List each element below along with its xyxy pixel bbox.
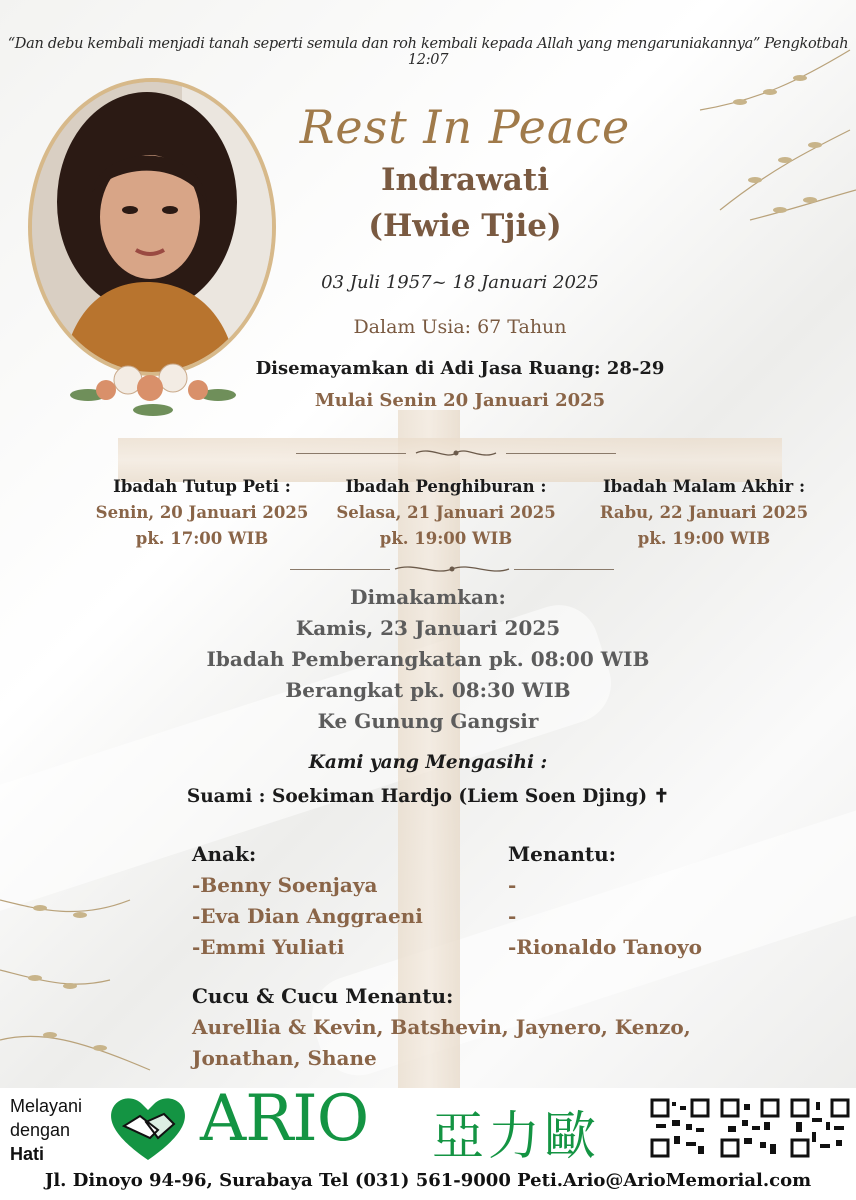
grandchildren-line: Aurellia & Kevin, Batshevin, Jaynero, Kenzo, — [192, 1015, 691, 1039]
life-dates: 03 Juli 1957~ 18 Januari 2025 — [321, 272, 599, 293]
qr-code-icon[interactable] — [790, 1098, 850, 1158]
start-date-text: Mulai Senin 20 Januari 2025 — [314, 390, 606, 411]
burial-date: Kamis, 23 Januari 2025 — [295, 616, 561, 640]
brand-chinese-text: 亞力歐 — [432, 1107, 601, 1167]
handshake-heart-icon — [106, 1092, 190, 1164]
inlaws-list — [508, 870, 702, 963]
spouse-text: Suami : Soekiman Hardjo (Liem Soen Djing) ✝ — [186, 786, 670, 807]
list-item: -Emmi Yuliati — [192, 935, 345, 959]
service-closing-casket — [82, 474, 322, 552]
service-date: Selasa, 21 Januari 2025 — [336, 503, 556, 522]
deceased-alias: (Hwie Tjie) — [368, 208, 562, 244]
slogan-line: Hati — [10, 1144, 45, 1164]
inlaws-label: Menantu: — [508, 842, 617, 866]
list-item: -Rionaldo Tanoyo — [508, 935, 703, 959]
deceased-name: Indrawati — [380, 162, 549, 198]
list-item: -Benny Soenjaya — [192, 873, 378, 897]
children-label: Anak: — [192, 842, 257, 866]
grandchildren-line: Jonathan, Shane — [192, 1046, 377, 1070]
service-time: pk. 17:00 WIB — [135, 529, 269, 548]
portrait-photo — [28, 78, 276, 376]
service-date: Rabu, 22 Januari 2025 — [599, 503, 809, 522]
list-item: - — [508, 904, 517, 928]
list-item: -Eva Dian Anggraeni — [192, 904, 423, 928]
ornament-divider — [290, 562, 614, 576]
qr-code-icon[interactable] — [650, 1098, 710, 1158]
qr-code-icon[interactable] — [720, 1098, 780, 1158]
departure-time: Berangkat pk. 08:30 WIB — [285, 678, 571, 702]
service-title: Ibadah Tutup Peti : — [113, 477, 291, 496]
family-heading: Kami yang Mengasihi : — [308, 752, 548, 773]
service-date: Senin, 20 Januari 2025 — [95, 503, 309, 522]
ornament-divider — [296, 446, 616, 460]
service-consolation — [326, 474, 566, 552]
children-list — [192, 870, 423, 963]
age-text: Dalam Usia: 67 Tahun — [353, 316, 567, 338]
rest-in-peace-title: Rest In Peace — [299, 100, 631, 154]
burial-destination: Ke Gunung Gangsir — [317, 709, 539, 733]
slogan — [10, 1094, 82, 1166]
branch-decoration-bottom-left — [0, 880, 160, 1080]
service-final-night — [584, 474, 824, 552]
slogan-line: dengan — [10, 1120, 71, 1140]
service-time: pk. 19:00 WIB — [637, 529, 771, 548]
portrait-illustration — [32, 82, 272, 372]
laid-in-state-text: Disemayamkan di Adi Jasa Ruang: 28-29 — [255, 358, 665, 379]
service-time: pk. 19:00 WIB — [379, 529, 513, 548]
footer-address: Jl. Dinoyo 94-96, Surabaya Tel (031) 561-9000 Peti.Ario@ArioMemorial.com — [44, 1170, 812, 1191]
slogan-line: Melayani — [10, 1096, 83, 1116]
list-item: - — [508, 873, 517, 897]
departure-service: Ibadah Pemberangkatan pk. 08:00 WIB — [206, 647, 650, 671]
bible-quote: “Dan debu kembali menjadi tanah seperti semula dan roh kembali kepada Allah yang mengaruniakannya” Pengkotbah 12:07 — [7, 36, 849, 68]
service-title: Ibadah Penghiburan : — [345, 477, 547, 496]
grandchildren-label: Cucu & Cucu Menantu: — [192, 984, 454, 1008]
burial-label: Dimakamkan: — [350, 585, 506, 609]
service-title: Ibadah Malam Akhir : — [602, 477, 806, 496]
brand-logo-text: ARIO — [200, 1082, 369, 1156]
